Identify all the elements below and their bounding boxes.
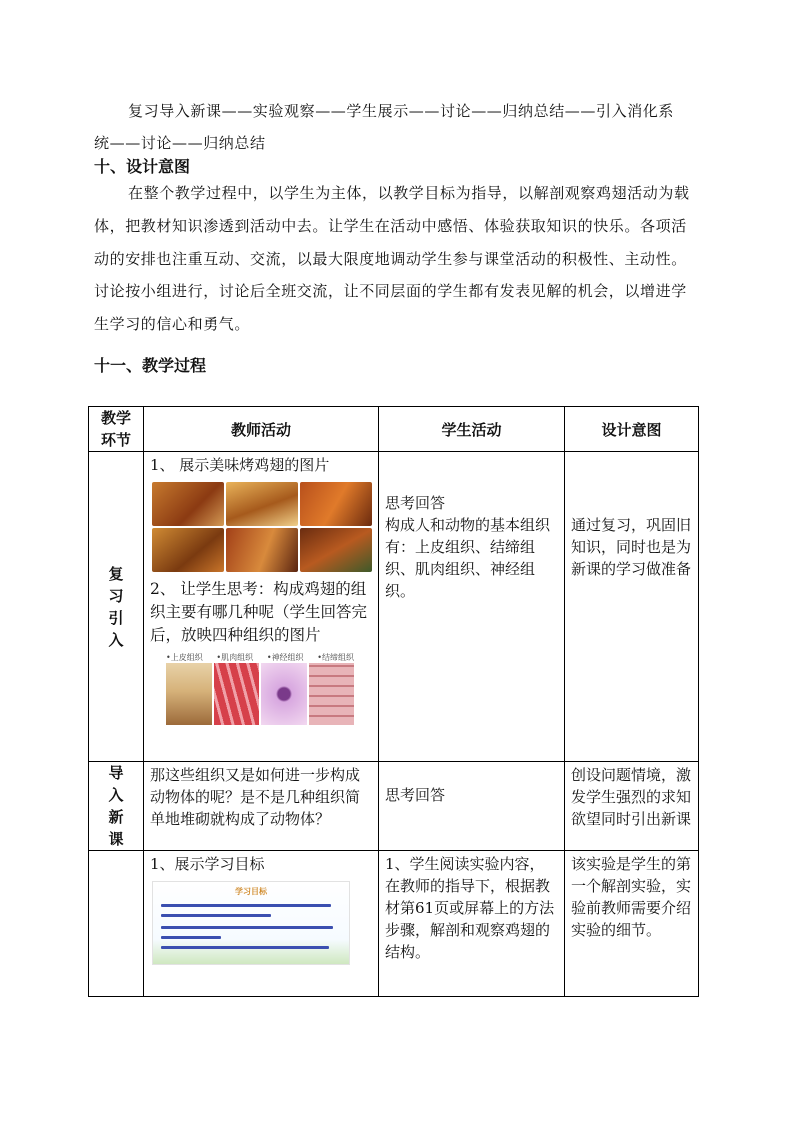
section-10-heading: 十、设计意图: [94, 157, 191, 176]
header-stage: 教学环节: [89, 407, 144, 452]
section-10-line-4: 讨论按小组进行，讨论后全班交流，让不同层面的学生都有发表见解的机会，以增进学: [94, 282, 687, 300]
wing-photo-2: [226, 482, 298, 526]
intent-experiment-text: 该实验是学生的第一个解剖实验，实验前教师需要介绍实验的细节。: [571, 855, 692, 939]
teacher-activity-introduce: [144, 762, 379, 851]
tissue-label-connective: •结缔组织: [317, 653, 354, 662]
goals-text-line: [161, 914, 271, 917]
table-header-row: [89, 407, 699, 452]
goals-slide-title: 学习目标: [235, 886, 267, 896]
intent-review-text: 通过复习，巩固旧知识，同时也是为新课的学习做准备: [571, 516, 692, 578]
epithelial-tissue-picture: [166, 663, 212, 725]
teacher-experiment-item-1: 1、展示学习目标: [150, 855, 265, 873]
tissue-label-muscle: •肌肉组织: [216, 653, 254, 662]
teacher-introduce-text: 那这些组织又是如何进一步构成动物体的呢？是不是几种组织简单地堆砌就构成了动物体？: [150, 766, 361, 828]
goals-text-line: [161, 936, 221, 939]
table-row-experiment: [89, 851, 699, 997]
teaching-process-table: [88, 406, 699, 997]
tissue-label-epithelial: •上皮组织: [166, 653, 203, 662]
intent-introduce-text: 创设问题情境，激发学生强烈的求知欲望同时引出新课: [571, 766, 692, 828]
wing-photo-4: [152, 528, 224, 572]
section-10-line-1: 在整个教学过程中，以学生为主体，以教学目标为指导，以解剖观察鸡翅活动为载: [128, 184, 690, 202]
student-activity-introduce: [379, 762, 565, 851]
teacher-activity-experiment: [144, 851, 379, 997]
goals-text-line: [161, 904, 331, 907]
roast-wings-image: [150, 482, 372, 572]
teacher-item-2: 2、 让学生思考：构成鸡翅的组织主要有哪几种呢（学生回答完后，放映四种组织的图片: [150, 580, 368, 644]
intro-line-1: 复习导入新课——实验观察——学生展示——讨论——归纳总结——引入消化系: [128, 102, 675, 120]
learning-goals-slide-image: [152, 881, 350, 965]
goals-text-line: [161, 926, 333, 929]
table-row-introduce: [89, 762, 699, 851]
header-student-activity: 学生活动: [379, 407, 565, 452]
stage-experiment: [89, 851, 144, 997]
wing-photo-3: [300, 482, 372, 526]
design-intent-review: [565, 452, 699, 762]
student-introduce-text: 思考回答: [385, 786, 446, 804]
goals-text-line: [161, 946, 329, 949]
student-review-text: 思考回答 构成人和动物的基本组织有：上皮组织、结缔组织、肌肉组织、神经组织。: [385, 494, 551, 600]
stage-introduce: 导入新课: [89, 762, 144, 851]
wing-photo-1: [152, 482, 224, 526]
header-design-intent: 设计意图: [565, 407, 699, 452]
wing-photo-6: [300, 528, 372, 572]
teacher-activity-review: [144, 452, 379, 762]
section-11-heading: 十一、教学过程: [94, 356, 207, 375]
tissue-label-nerve: •神经组织: [266, 653, 304, 662]
wing-photo-5: [226, 528, 298, 572]
tissue-types-image: [166, 653, 354, 725]
teacher-item-1: 1、 展示美味烤鸡翅的图片: [150, 456, 330, 474]
header-teacher-activity: 教师活动: [144, 407, 379, 452]
student-activity-experiment: [379, 851, 565, 997]
intro-line-2: 统——讨论——归纳总结: [94, 134, 266, 152]
table-row-review: [89, 452, 699, 762]
section-10-line-5: 生学习的信心和勇气。: [94, 315, 251, 333]
connective-tissue-picture: [309, 663, 355, 725]
section-10-line-3: 动的安排也注重互动、交流，以最大限度地调动学生参与课堂活动的积极性、主动性。: [94, 250, 687, 268]
student-experiment-text: 1、学生阅读实验内容，在教师的指导下，根据教材第61页或屏幕上的方法步骤，解剖和观察鸡翅的结构。: [385, 855, 555, 961]
nerve-tissue-picture: [261, 663, 307, 725]
student-activity-review: [379, 452, 565, 762]
section-10-line-2: 体，把教材知识渗透到活动中去。让学生在活动中感悟、体验获取知识的快乐。各项活: [94, 217, 687, 235]
muscle-tissue-picture: [214, 663, 260, 725]
design-intent-experiment: [565, 851, 699, 997]
design-intent-introduce: [565, 762, 699, 851]
stage-review: 复习引入: [89, 452, 144, 762]
